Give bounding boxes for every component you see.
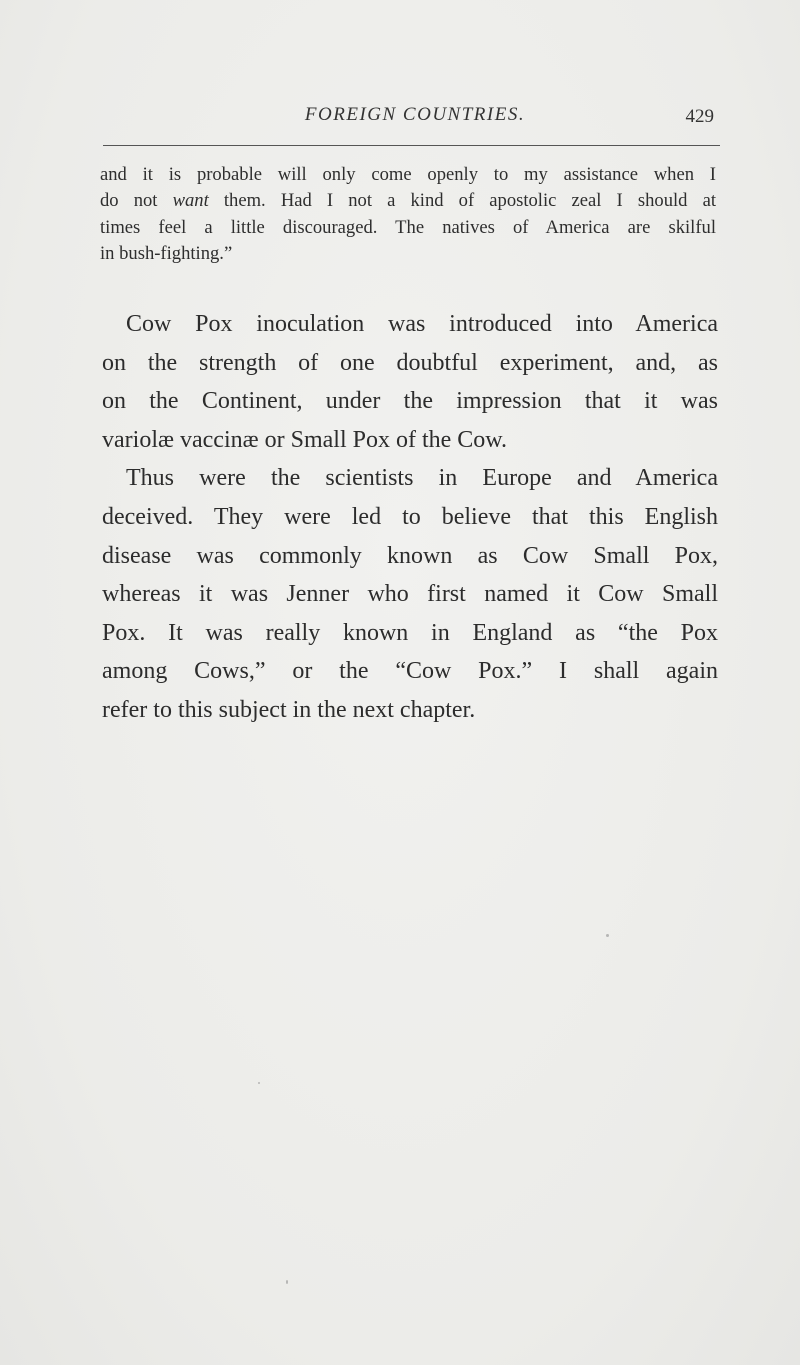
paragraph-1-line: Cow Pox inoculation was introduced into America: [126, 311, 718, 337]
quote-line: do not want them. Had I not a kind of apostolic zeal I should at: [100, 190, 716, 212]
paragraph-2-line: deceived. They were led to believe that this English: [102, 503, 718, 530]
quoted-passage: [100, 162, 716, 268]
page-number: 429: [685, 106, 714, 127]
paragraph-1-line: variolæ vaccinæ or Small Pox of the Cow.: [102, 426, 508, 453]
paragraph-1-line: on the strength of one doubtful experiment, and, as: [102, 349, 718, 376]
body-text: [102, 305, 718, 730]
quote-line: and it is probable will only come openly to my assistance when I: [100, 164, 716, 185]
running-head: [100, 104, 720, 134]
running-title: FOREIGN COUNTRIES.: [304, 104, 526, 125]
paragraph-2-line: among Cows,” or the “Cow Pox.” I shall again: [102, 658, 718, 685]
paper-speck: [286, 1280, 288, 1284]
paper-speck: [258, 1082, 260, 1084]
paragraph-2-line: disease was commonly known as Cow Small Pox,: [102, 542, 718, 569]
header-rule: [103, 145, 720, 146]
emphasis-text: want: [172, 190, 209, 212]
quote-line: in bush-fighting.”: [100, 243, 233, 265]
quote-line: times feel a little discouraged. The natives of America are skilful: [100, 216, 716, 238]
paragraph-2-line: whereas it was Jenner who first named it Cow Small: [102, 581, 718, 608]
paragraph-2-line: Thus were the scientists in Europe and America: [126, 465, 718, 492]
paper-speck: [606, 934, 609, 937]
paragraph-2-line: Pox. It was really known in England as “the Pox: [102, 619, 718, 646]
paragraph-2-line: refer to this subject in the next chapter.: [102, 696, 476, 723]
paragraph-1-line: on the Continent, under the impression that it was: [102, 388, 718, 415]
